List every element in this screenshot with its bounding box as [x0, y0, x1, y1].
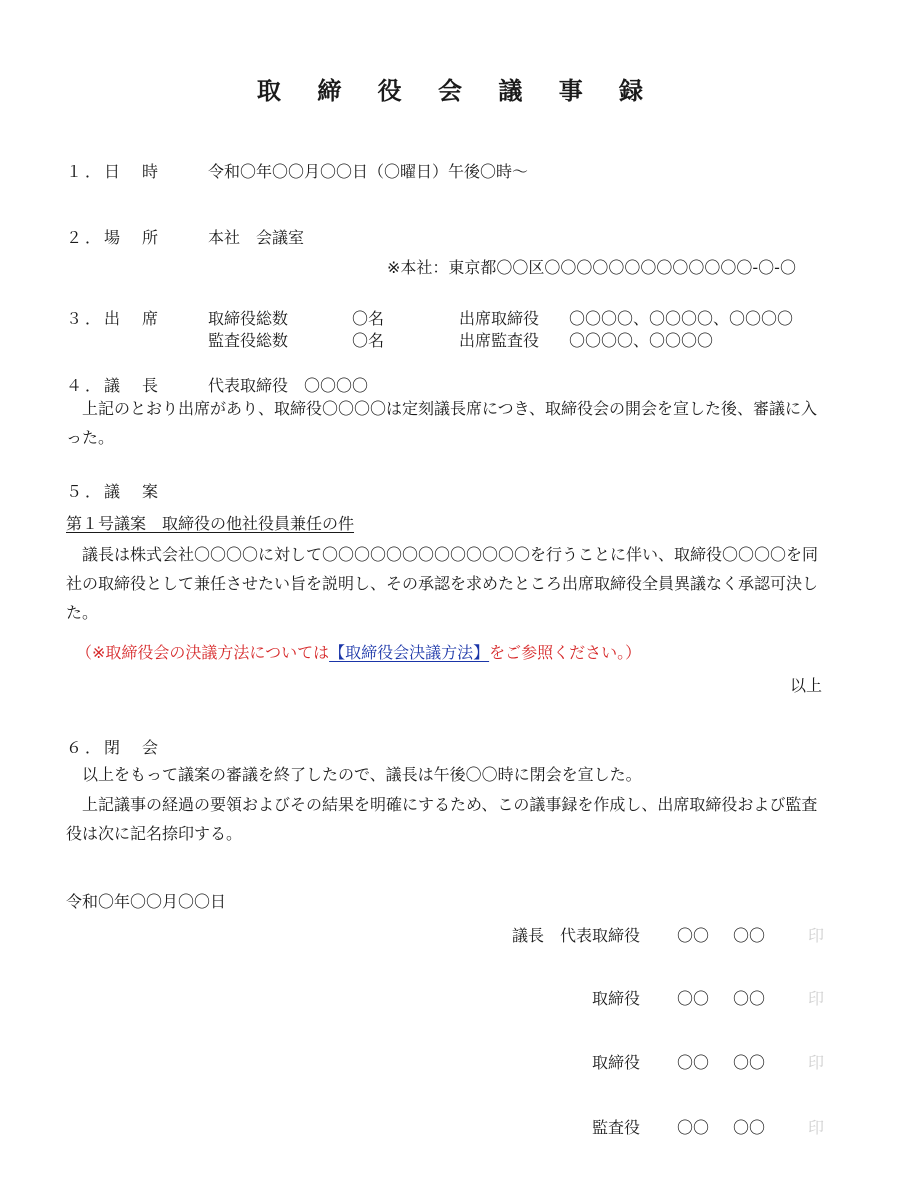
agenda-1-text: 議長は株式会社〇〇〇〇に対して〇〇〇〇〇〇〇〇〇〇〇〇〇を行うことに伴い、取締役〇〇〇〇を同社の取締役として兼任させたい旨を説明し、その承認を求めたところ出席取締役全員異議なく承認可決した。 [66, 545, 819, 622]
head-office-address: ※本社：東京都〇〇区〇〇〇〇〇〇〇〇〇〇〇〇〇-〇-〇 [387, 258, 796, 277]
note-suffix: をご参照ください。） [489, 643, 642, 662]
auditors-total-value: 〇名 [352, 331, 385, 350]
section-4-label: ４．議 長 [66, 376, 162, 395]
signature-name-first: 〇〇 [677, 1053, 710, 1072]
signature-name-last: 〇〇 [733, 1053, 766, 1072]
section-5-label: ５．議 案 [66, 482, 162, 501]
attending-auditors-value: 〇〇〇〇、〇〇〇〇 [569, 331, 714, 350]
note-prefix: （※取締役会の決議方法については [76, 643, 330, 662]
closing-paragraph: 以上をもって議案の審議を終了したので、議長は午後〇〇時に閉会を宣した。 [82, 765, 642, 784]
signature-role: 議長 代表取締役 [511, 926, 640, 945]
attending-auditors-label: 出席監査役 [459, 331, 540, 350]
directors-total-label: 取締役総数 [208, 309, 289, 328]
attending-directors-value: 〇〇〇〇、〇〇〇〇、〇〇〇〇 [569, 309, 794, 328]
attending-directors-label: 出席取締役 [459, 309, 540, 328]
seal-mark: 印 [808, 989, 825, 1008]
end-mark: 以上 [790, 676, 823, 695]
document-title: 取 締 役 会 議 事 録 [256, 77, 658, 105]
meeting-datetime: 令和〇年〇〇月〇〇日（〇曜日）午後〇時～ [208, 162, 529, 181]
signature-role: 取締役 [591, 1053, 640, 1072]
signing-date: 令和〇年〇〇月〇〇日 [66, 892, 227, 911]
section-6-label: ６．閉 会 [66, 738, 162, 757]
signature-role: 取締役 [591, 989, 640, 1008]
directors-total-value: 〇名 [352, 309, 385, 328]
seal-mark: 印 [808, 926, 825, 945]
seal-mark: 印 [808, 1053, 825, 1072]
auditors-total-label: 監査役総数 [208, 331, 289, 350]
section-1-label: １．日 時 [66, 162, 162, 181]
resolution-method-link[interactable]: 【取締役会決議方法】 [329, 643, 490, 662]
meeting-place: 本社 会議室 [208, 228, 305, 247]
chairperson: 代表取締役 〇〇〇〇 [208, 376, 369, 395]
signature-name-last: 〇〇 [733, 1118, 766, 1137]
section-2-label: ２．場 所 [66, 228, 162, 247]
resolution-method-note [76, 643, 641, 663]
signature-name-first: 〇〇 [677, 1118, 710, 1137]
signature-name-last: 〇〇 [733, 989, 766, 1008]
agenda-1-heading: 第１号議案 取締役の他社役員兼任の件 [66, 514, 355, 533]
signature-name-first: 〇〇 [677, 989, 710, 1008]
signing-paragraph: 上記議事の経過の要領およびその結果を明確にするため、この議事録を作成し、出席取締役および監査役は次に記名捺印する。 [66, 795, 818, 843]
section-3-label: ３．出 席 [66, 309, 162, 328]
signature-name-first: 〇〇 [677, 926, 710, 945]
opening-paragraph: 上記のとおり出席があり、取締役〇〇〇〇は定刻議長席につき、取締役会の開会を宣した後、審議に入った。 [66, 399, 818, 447]
signature-role: 監査役 [591, 1118, 640, 1137]
seal-mark: 印 [808, 1118, 825, 1137]
signature-name-last: 〇〇 [733, 926, 766, 945]
